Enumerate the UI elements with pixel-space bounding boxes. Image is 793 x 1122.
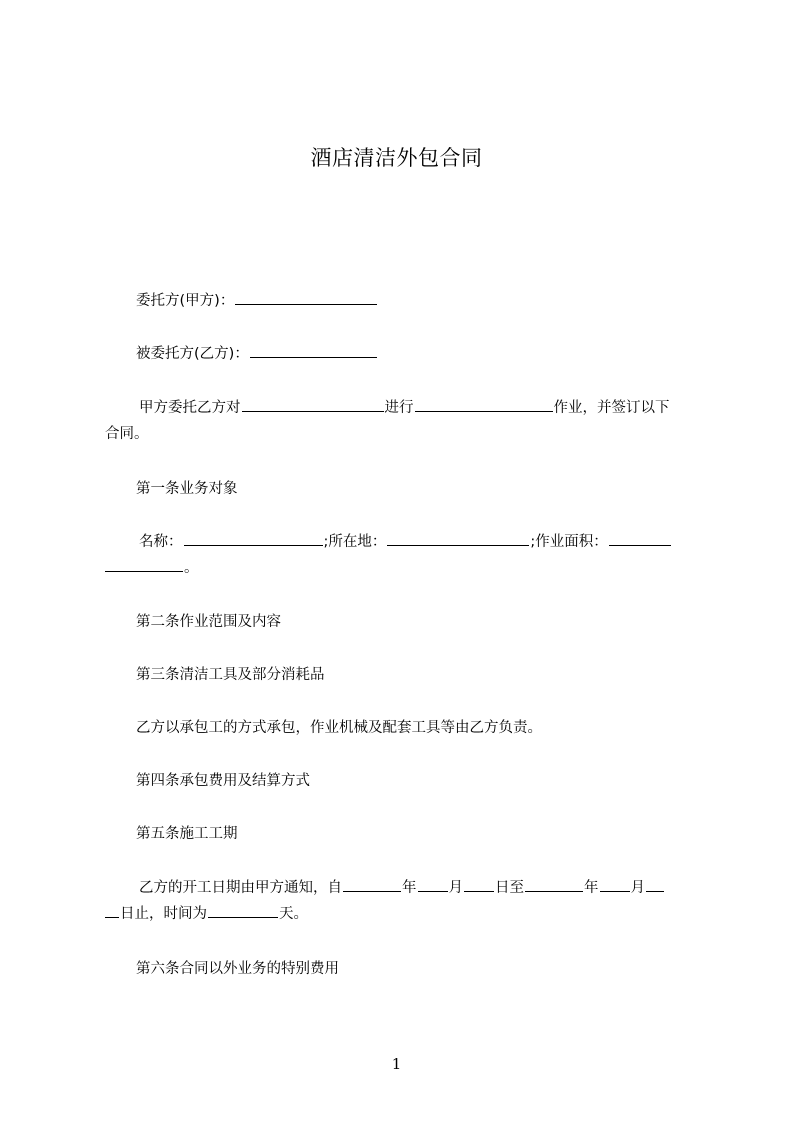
intro-blank-object <box>242 397 384 412</box>
article-1-end: 。 <box>184 560 199 576</box>
article-2-title: 第二条作业范围及内容 <box>136 614 281 630</box>
start-day-blank <box>464 877 494 892</box>
start-year-blank <box>343 877 401 892</box>
area-blank-continued <box>105 557 183 572</box>
article-6-title: 第六条合同以外业务的特别费用 <box>136 961 339 977</box>
party-a-line <box>105 288 733 314</box>
article-3-title: 第三条清洁工具及部分消耗品 <box>136 667 325 683</box>
intro-blank-work <box>415 397 553 412</box>
end-day-blank <box>646 877 664 892</box>
end-year-label: 年 <box>584 880 599 896</box>
start-month-blank <box>418 877 448 892</box>
party-a-label: 委托方(甲方)： <box>136 293 235 309</box>
area-label: ;作业面积： <box>530 534 608 550</box>
duration-days-label: 天。 <box>279 906 308 922</box>
article-5-title: 第五条施工工期 <box>136 826 238 842</box>
document-title: 酒店清洁外包合同 <box>310 146 483 170</box>
end-month-label: 月 <box>630 880 645 896</box>
name-blank <box>184 531 323 546</box>
start-month-label: 月 <box>448 880 463 896</box>
article-4-title: 第四条承包费用及结算方式 <box>136 773 310 789</box>
article-5-body <box>105 875 702 927</box>
start-year-label: 年 <box>402 880 417 896</box>
location-label: ;所在地： <box>323 534 387 550</box>
start-date-text: 乙方的开工日期由甲方通知，自 <box>139 880 342 896</box>
article-3-body: 乙方以承包工的方式承包，作业机械及配套工具等由乙方负责。 <box>136 720 542 736</box>
article-1-body <box>105 529 702 581</box>
end-month-blank <box>600 877 630 892</box>
intro-text-1: 甲方委托乙方对 <box>139 400 241 416</box>
intro-text-4: 合同。 <box>105 426 149 442</box>
end-day-blank-continued <box>105 903 119 918</box>
party-b-label: 被委托方(乙方)： <box>136 346 249 362</box>
end-year-blank <box>525 877 583 892</box>
party-a-blank <box>235 290 377 305</box>
party-b-line <box>105 341 733 367</box>
end-day-label: 日止，时间为 <box>120 906 207 922</box>
intro-text-3: 作业，并签订以下 <box>553 400 670 416</box>
party-b-blank <box>250 343 377 358</box>
page-number: 1 <box>391 1055 402 1073</box>
article-1-title: 第一条业务对象 <box>136 481 238 497</box>
intro-text-2: 进行 <box>384 400 414 416</box>
location-blank <box>387 531 529 546</box>
duration-blank <box>208 903 278 918</box>
start-day-label: 日至 <box>495 880 524 896</box>
intro-paragraph <box>105 395 702 447</box>
name-label: 名称： <box>139 534 183 550</box>
area-blank <box>609 531 671 546</box>
